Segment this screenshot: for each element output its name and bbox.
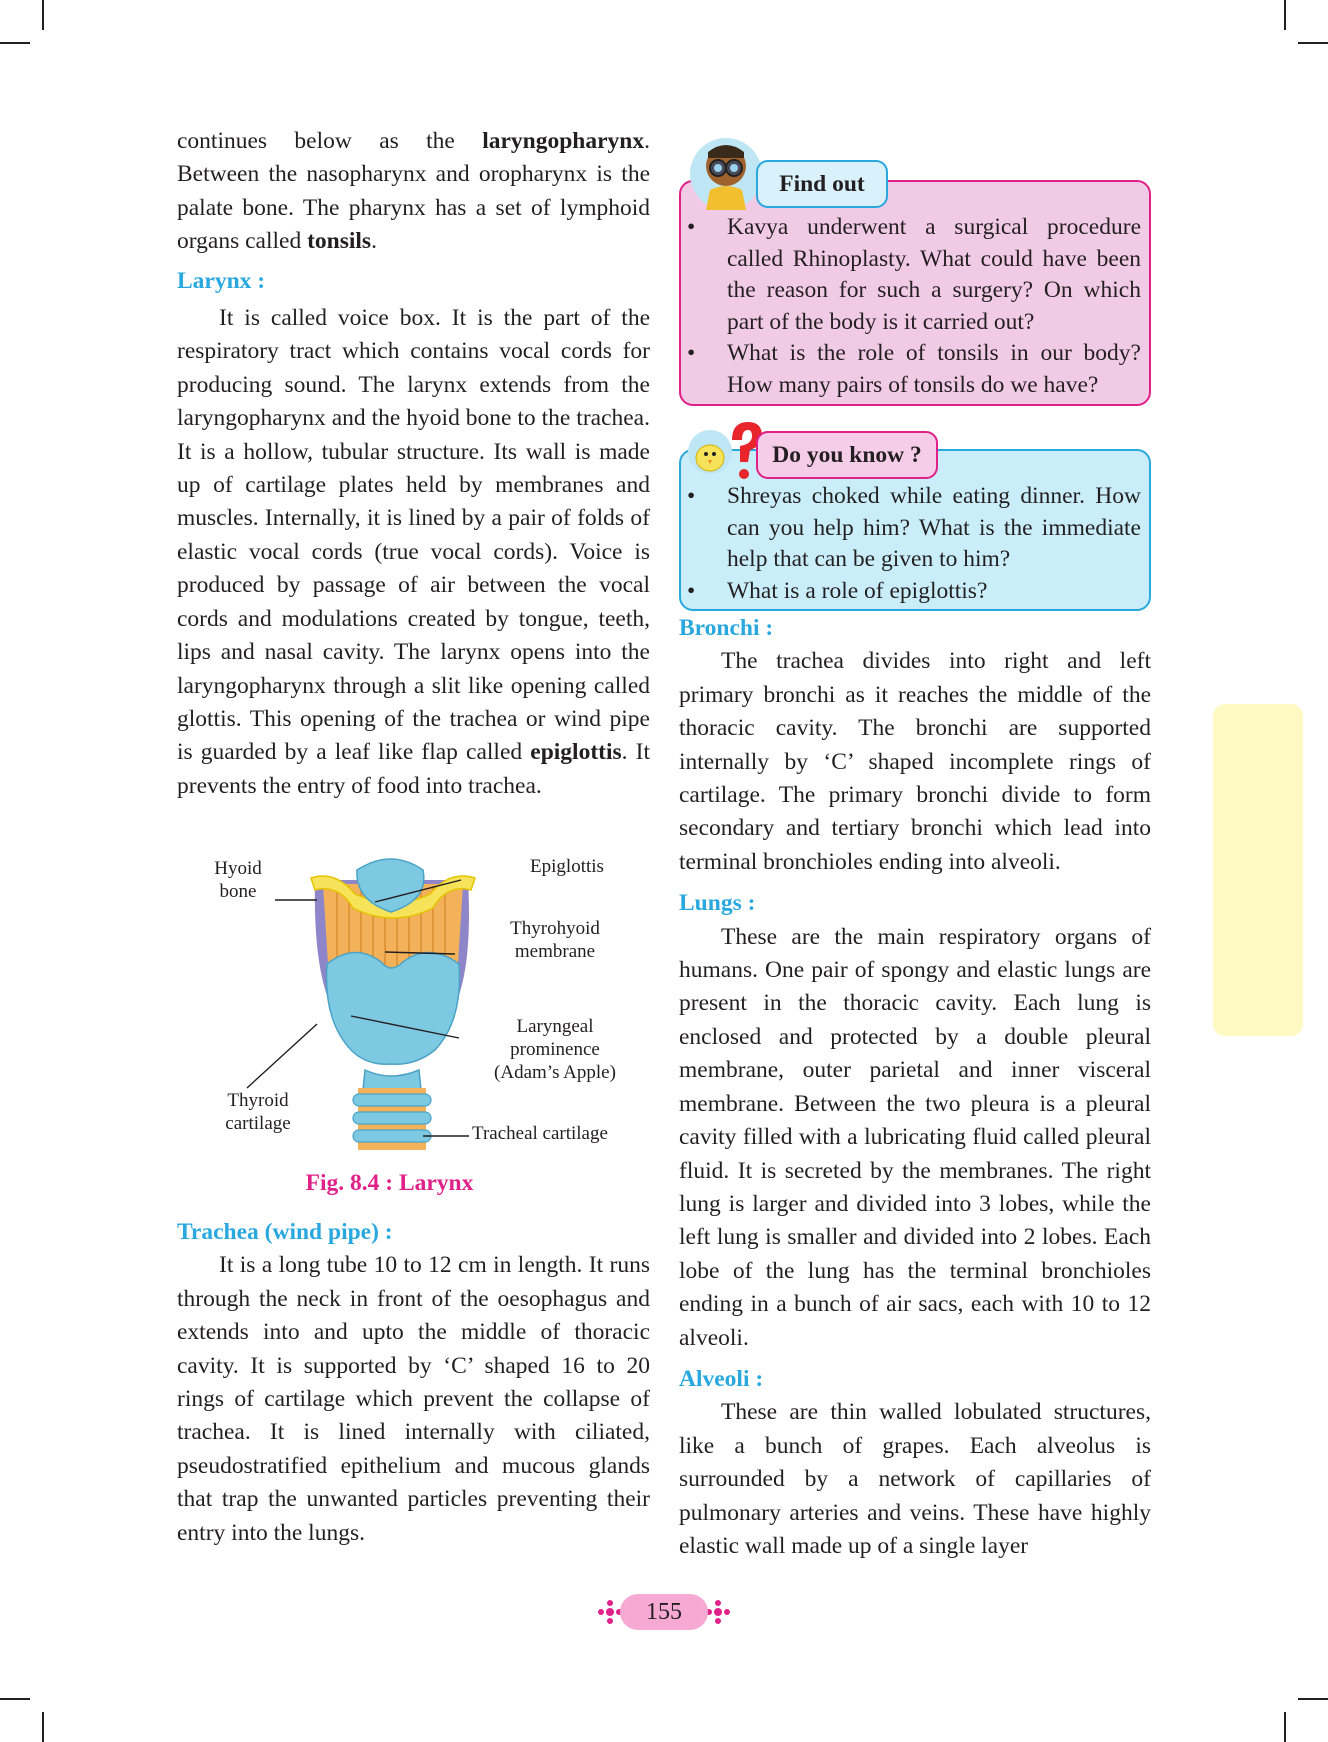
page-number: 155 bbox=[620, 1594, 708, 1630]
find-out-list bbox=[681, 212, 1141, 401]
crop-mark bbox=[42, 1712, 44, 1742]
list-item: • What is a role of epiglottis? bbox=[681, 576, 1141, 608]
do-you-know-list bbox=[681, 481, 1141, 607]
label-thyroid-cartilage: Thyroid cartilage bbox=[225, 1090, 291, 1134]
left-column bbox=[177, 125, 650, 803]
do-you-know-icon bbox=[686, 418, 766, 484]
label-laryngeal-prominence: Laryngeal prominence (Adam’s Apple) bbox=[494, 1016, 616, 1083]
bronchi-paragraph: The trachea divides into right and left primary bronchi as it reaches the middle of the thoracic cavity. The bronchi are supported internally by ‘C’ shaped incomplete rings of cartilage. The primary bronchi divide to form secondary and tertiary bronchi which lead into terminal bronchioles ending into alveoli. bbox=[679, 648, 1151, 875]
binoculars-kid-icon bbox=[690, 138, 762, 210]
label-tracheal-cartilage: Tracheal cartilage bbox=[472, 1123, 608, 1144]
crop-mark bbox=[0, 42, 30, 44]
label-epiglottis: Epiglottis bbox=[530, 856, 604, 877]
find-out-title: Find out bbox=[756, 160, 888, 208]
crop-mark bbox=[42, 0, 44, 30]
larynx-heading: Larynx : bbox=[177, 267, 266, 294]
crop-mark bbox=[1284, 0, 1286, 30]
label-thyrohyoid-membrane: Thyrohyoid membrane bbox=[510, 918, 600, 962]
lungs-heading: Lungs : bbox=[679, 890, 756, 917]
crop-mark bbox=[1298, 1698, 1328, 1700]
crop-mark bbox=[1298, 42, 1328, 44]
chick-question-icon bbox=[686, 418, 766, 484]
label-hyoid-bone: Hyoid bone bbox=[214, 858, 262, 902]
alveoli-paragraph: These are thin walled lobulated structures, like a bunch of grapes. Each alveolus is surrounded by a network of capillaries of pulmonary arteries and veins. These have highly elastic wall made up of a single layer bbox=[679, 1399, 1151, 1559]
side-tab bbox=[1213, 704, 1303, 1036]
larynx-figure bbox=[215, 850, 635, 1160]
alveoli-heading: Alveoli : bbox=[679, 1365, 764, 1392]
find-out-icon bbox=[690, 138, 762, 210]
figure-caption: Fig. 8.4 : Larynx bbox=[305, 1170, 474, 1196]
crop-mark bbox=[1284, 1712, 1286, 1742]
trachea-heading: Trachea (wind pipe) : bbox=[177, 1219, 393, 1245]
do-you-know-title: Do you know ? bbox=[756, 431, 938, 479]
find-out-box bbox=[679, 180, 1151, 406]
list-item: • What is the role of tonsils in our body? How many pairs of tonsils do we have? bbox=[681, 338, 1141, 401]
lungs-paragraph: These are the main respiratory organs of humans. One pair of spongy and elastic lungs are present in the thoracic cavity. Each lung is enclosed and protected by a double pleural membrane, outer parietal and inner visceral membrane. Between the two pleura is a pleural cavity filled with a lubricating fluid called pleural fluid. It is secreted by the membranes. The right lung is larger and divided into 3 lobes, while the left lung is smaller and divided into 2 lobes. Each lobe of the lung has the terminal bronchioles ending in a bunch of air sacs, each with 10 to 12 alveoli. bbox=[679, 923, 1151, 1351]
trachea-paragraph: It is a long tube 10 to 12 cm in length. It runs through the neck in front of the oesophagus and extends into and upto the middle of thoracic cavity. It is supported by ‘C’ shaped 16 to 20 rings of cartilage which prevent the collapse of trachea. It is lined internally with ciliated, pseudostratified epithelium and mucous glands that trap the unwanted particles preventing their entry into the lungs. bbox=[177, 1252, 650, 1546]
larynx-paragraph: It is called voice box. It is the part of the respiratory tract which contains vocal cords for producing sound. The larynx extends from the laryngopharynx and the hyoid bone to the trachea. It is a hollow, tubular structure. Its wall is made up of cartilage plates held by membranes and muscles. Internally, it is lined by a pair of folds of elastic vocal cords (true vocal cords). Voice is produced by passage of air between the vocal cords and modulations created by tongue, teeth, lips and nasal cavity. The larynx opens into the laryngopharynx through a slit like opening called glottis. This opening of the trachea or wind pipe is guarded by a leaf like flap called epiglottis. It prevents the entry of food into trachea. bbox=[177, 305, 650, 799]
list-item: • Kavya underwent a surgical procedure called Rhinoplasty. What could have been the reason for such a surgery? On which part of the body is it carried out? bbox=[681, 212, 1141, 338]
right-column-text bbox=[679, 612, 1151, 1563]
list-item: • Shreyas choked while eating dinner. How can you help him? What is the immediate help that can be given to him? bbox=[681, 481, 1141, 576]
crop-mark bbox=[0, 1698, 30, 1700]
trachea-section bbox=[177, 1216, 650, 1550]
bronchi-heading: Bronchi : bbox=[679, 615, 774, 641]
intro-paragraph: continues below as the laryngopharynx. Between the nasopharynx and oropharynx is the palate bone. The pharynx has a set of lymphoid organs called tonsils. bbox=[177, 128, 650, 255]
